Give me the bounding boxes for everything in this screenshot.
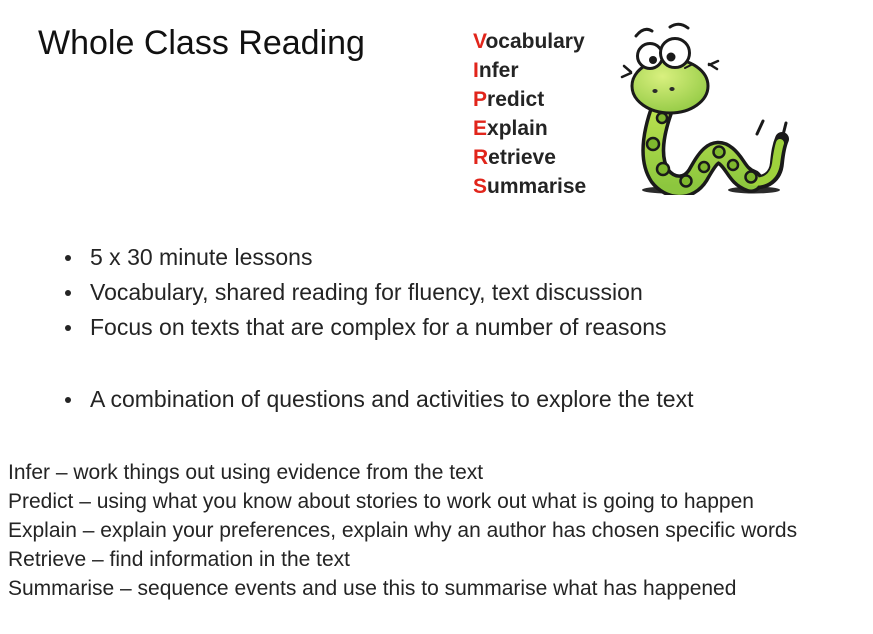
vipers-rest: ocabulary bbox=[485, 30, 585, 53]
vipers-item bbox=[473, 85, 586, 114]
vipers-initial: V bbox=[473, 30, 486, 53]
vipers-initial: R bbox=[473, 146, 489, 169]
vipers-item bbox=[473, 143, 586, 172]
bullet-list-secondary bbox=[62, 382, 693, 417]
bullet-item: A combination of questions and activities to explore the text bbox=[62, 382, 693, 417]
vipers-rest: ummarise bbox=[487, 175, 587, 198]
definition-line: Explain – explain your preferences, explain why an author has chosen specific words bbox=[8, 519, 798, 542]
vipers-acronym-list bbox=[473, 27, 586, 201]
definition-line: Infer – work things out using evidence from the text bbox=[8, 461, 484, 484]
bullet-list-main bbox=[62, 240, 667, 345]
vipers-rest: xplain bbox=[487, 117, 548, 140]
bullet-item: Focus on texts that are complex for a number of reasons bbox=[62, 310, 667, 345]
slide-title: Whole Class Reading bbox=[38, 24, 365, 62]
bullet-item: 5 x 30 minute lessons bbox=[62, 240, 667, 275]
snake-icon bbox=[606, 18, 801, 195]
vipers-initial: S bbox=[473, 175, 488, 198]
definition-line: Predict – using what you know about stories to work out what is going to happen bbox=[8, 490, 754, 513]
vipers-item bbox=[473, 172, 586, 201]
definition-line: Retrieve – find information in the text bbox=[8, 548, 351, 571]
vipers-rest: redict bbox=[487, 88, 545, 111]
vipers-initial: P bbox=[473, 88, 488, 111]
bullet-item: Vocabulary, shared reading for fluency, text discussion bbox=[62, 275, 667, 310]
vipers-definitions bbox=[8, 458, 797, 603]
vipers-rest: etrieve bbox=[488, 146, 556, 169]
vipers-item bbox=[473, 114, 586, 143]
vipers-item bbox=[473, 56, 586, 85]
definition-line: Summarise – sequence events and use this to summarise what has happened bbox=[8, 577, 737, 600]
vipers-initial: I bbox=[473, 59, 479, 82]
vipers-item bbox=[473, 27, 586, 56]
vipers-initial: E bbox=[473, 117, 488, 140]
cartoon-snake-image bbox=[606, 18, 801, 195]
vipers-rest: nfer bbox=[478, 59, 519, 82]
